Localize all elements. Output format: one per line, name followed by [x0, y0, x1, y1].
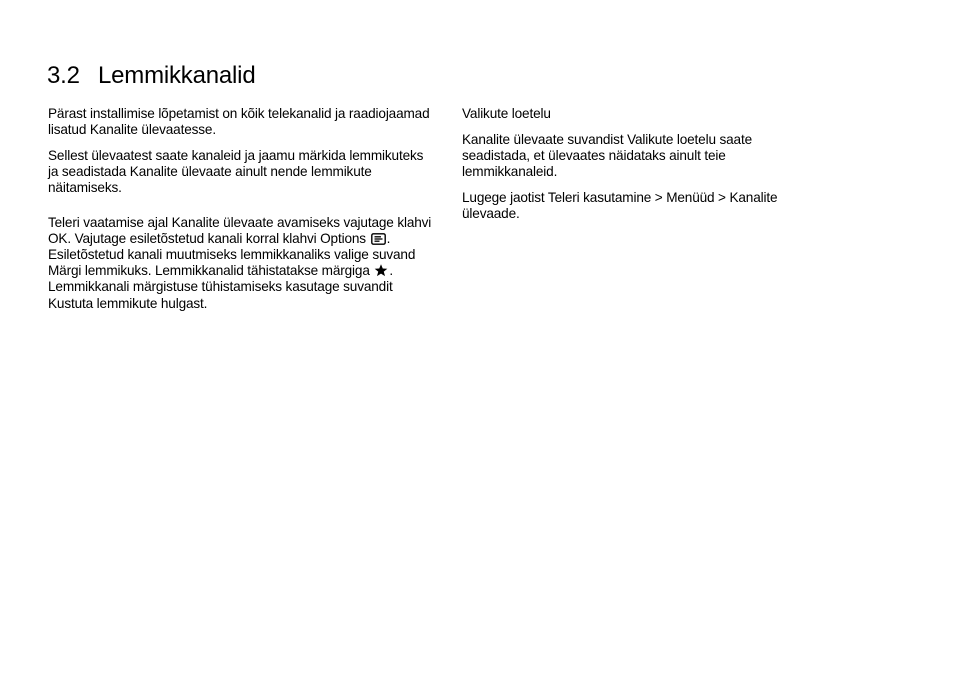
- options-icon: [371, 233, 386, 245]
- options-list-heading: Valikute loetelu: [462, 106, 551, 121]
- instructions-text-3: . Lemmikkanali märgistuse tühistamiseks kasutage suvandit Kustuta lemmikute hulgast.: [48, 263, 394, 311]
- reference-paragraph: Lugege jaotist Teleri kasutamine > Menüüd > Kanalite ülevaade.: [462, 189, 778, 222]
- right-column: [462, 106, 822, 232]
- options-list-paragraph: Kanalite ülevaate suvandist Valikute loetelu saate seadistada, et ülevaates näidataks ainult teie lemmikkanaleid.: [462, 131, 752, 180]
- marking-favourites-paragraph: Sellest ülevaatest saate kanaleid ja jaamu märkida lemmikuteks ja seadistada Kanalite ülevaate ainult nende lemmikute näitamiseks.: [48, 147, 424, 196]
- star-icon: [374, 264, 388, 277]
- instructions-text-2: . Esiletõstetud kanali muutmiseks lemmikkanaliks valige suvand Märgi lemmikuks. Lemmikkanalid tähistatakse märgiga: [48, 230, 416, 279]
- intro-paragraph: Pärast installimise lõpetamist on kõik telekanalid ja raadiojaamad lisatud Kanalite ülevaatesse.: [48, 106, 430, 138]
- section-number: 3.2: [47, 62, 80, 89]
- left-column: [48, 106, 433, 321]
- section-heading: [47, 60, 255, 92]
- section-title: Lemmikkanalid: [98, 62, 256, 89]
- instructions-text-1: Teleri vaatamise ajal Kanalite ülevaate avamiseks vajutage klahvi OK. Vajutage esiletõstetud kanali korral klahvi Options: [48, 214, 432, 246]
- instructions-paragraph: [48, 215, 433, 312]
